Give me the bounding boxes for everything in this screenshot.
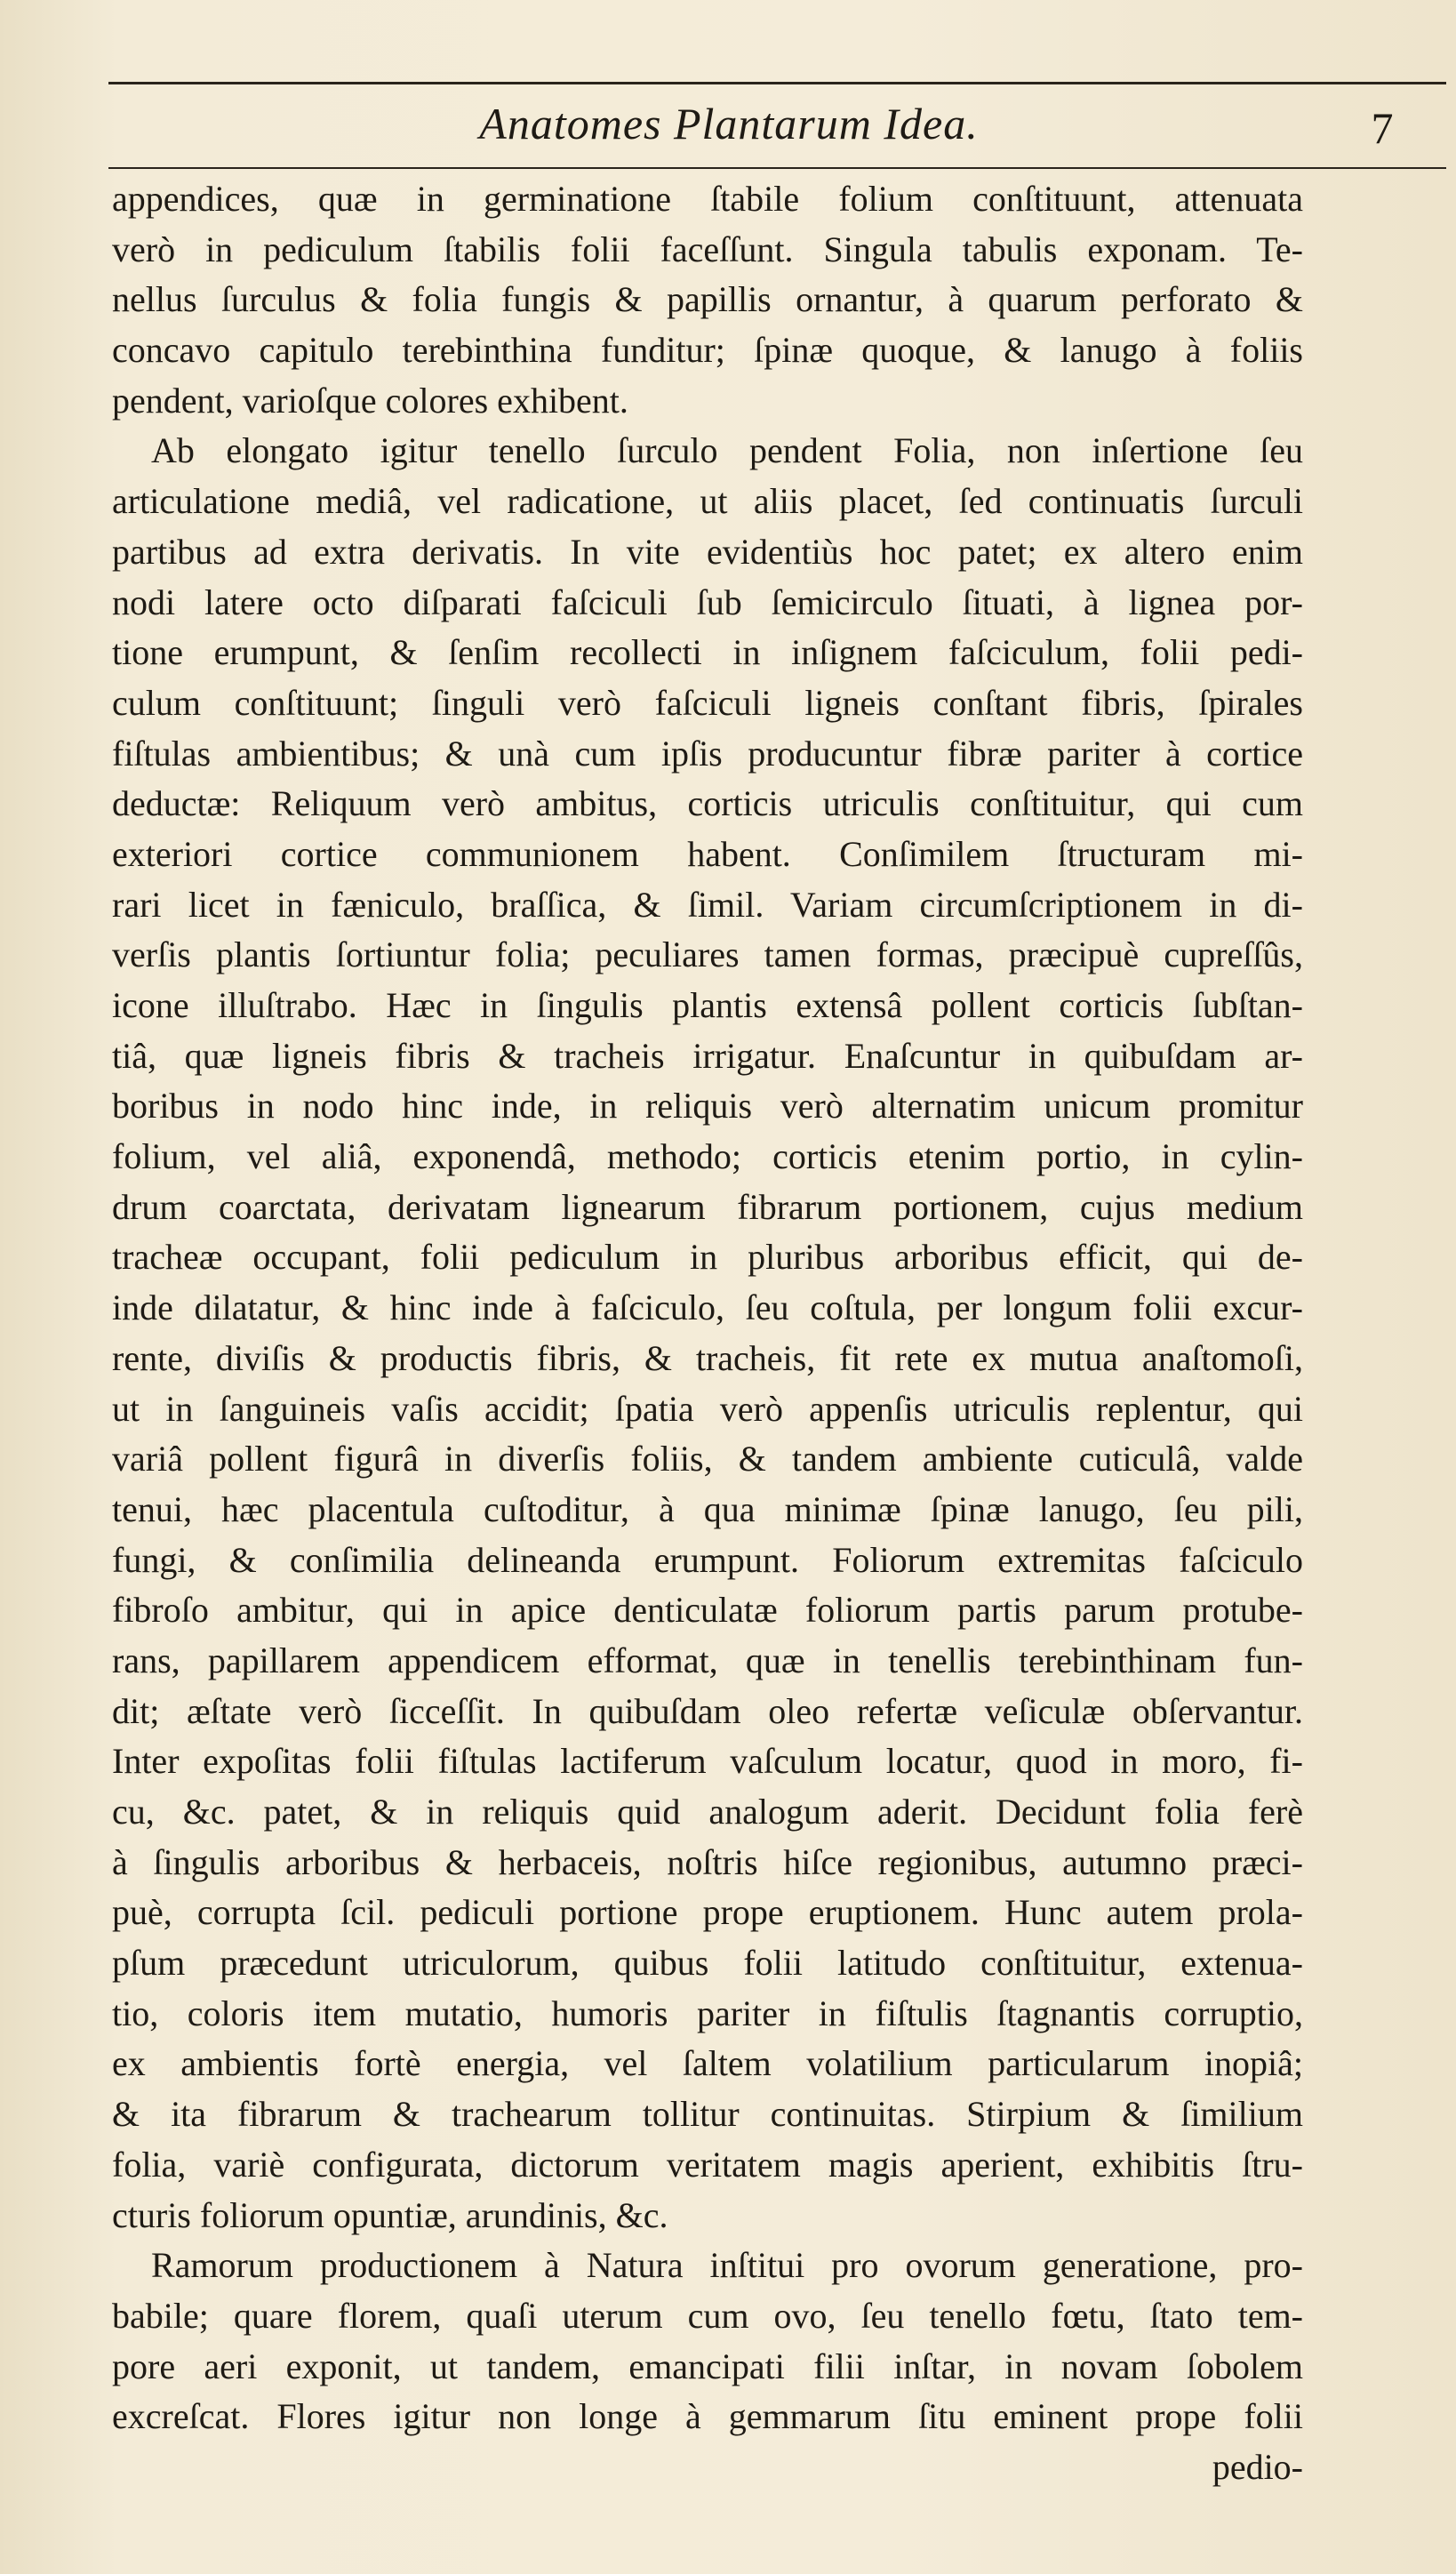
- text-line: tio, coloris item mutatio, humoris pariter in fiſtulis ſtagnantis corruptio,: [112, 1993, 1303, 2033]
- running-title: Anatomes Plantarum Idea.: [479, 99, 979, 148]
- text-line: rans, papillarem appendicem efformat, quæ in tenellis terebinthinam fun-: [112, 1640, 1303, 1680]
- text-line: variâ pollent figurâ in diverſis foliis, & tandem ambiente cuticulâ, valde: [112, 1439, 1303, 1479]
- text-line: exteriori cortice communionem habent. Conſimilem ſtructuram mi-: [112, 833, 1303, 874]
- text-line: ex ambientis fortè energia, vel ſaltem volatilium particularum inopiâ;: [112, 2043, 1303, 2084]
- paragraph-start-line: Ab elongato igitur tenello ſurculo pendent Folia, non inſertione ſeu: [151, 430, 1303, 471]
- text-line: drum coarctata, derivatam lignearum fibrarum portionem, cujus medium: [112, 1186, 1303, 1227]
- text-line: folia, variè configurata, dictorum veritatem magis aperient, exhibitis ſtru-: [112, 2144, 1303, 2185]
- text-line: tione erumpunt, & ſenſim recollecti in inſignem faſciculum, folii pedi-: [112, 632, 1303, 673]
- page-number: 7: [1371, 103, 1394, 153]
- text-line: dit; æſtate verò ſicceſſit. In quibuſdam oleo refertæ veſiculæ obſervantur.: [112, 1690, 1303, 1731]
- text-line: à ſingulis arboribus & herbaceis, noſtris hiſce regionibus, autumno præci-: [112, 1841, 1303, 1882]
- text-line: culum conſtituunt; ſinguli verò faſciculi ligneis conſtant fibris, ſpirales: [112, 682, 1303, 723]
- text-line: tiâ, quæ ligneis fibris & tracheis irrigatur. Enaſcuntur in quibuſdam ar-: [112, 1035, 1303, 1076]
- text-line: fungi, & conſimilia delineanda erumpunt. Foliorum extremitas faſciculo: [112, 1539, 1303, 1580]
- text-line: cu, &c. patet, & in reliquis quid analogum aderit. Decidunt folia ferè: [112, 1792, 1303, 1832]
- text-line: nellus ſurculus & folia fungis & papillis ornantur, à quarum perforato &: [112, 279, 1303, 320]
- text-line: excreſcat. Flores igitur non longe à gemmarum ſitu eminent prope folii: [112, 2396, 1303, 2437]
- text-line: verſis plantis ſortiuntur folia; peculiares tamen formas, præcipuè cupreſſûs,: [112, 934, 1303, 975]
- text-line: rari licet in fæniculo, braſſica, & ſimil. Variam circumſcriptionem in di-: [112, 884, 1303, 925]
- text-line: rente, diviſis & productis fibris, & tracheis, fit rete ex mutua anaſtomoſi,: [112, 1337, 1303, 1378]
- text-line: Inter expoſitas folii fiſtulas lactiferum vaſculum locatur, quod in moro, fi-: [112, 1741, 1303, 1782]
- text-line: pendent, varioſque colores exhibent.: [112, 380, 628, 421]
- header-top-rule: [108, 82, 1446, 84]
- text-line: inde dilatatur, & hinc inde à faſciculo, ſeu coſtula, per longum folii excur-: [112, 1287, 1303, 1328]
- text-line: tracheæ occupant, folii pediculum in pluribus arboribus efficit, qui de-: [112, 1237, 1303, 1278]
- header-bottom-rule: [108, 167, 1446, 169]
- text-line: fiſtulas ambientibus; & unà cum ipſis producuntur fibræ pariter à cortice: [112, 733, 1303, 774]
- text-line: pſum præcedunt utriculorum, quibus folii latitudo conſtituitur, extenua-: [112, 1943, 1303, 1984]
- text-line: puè, corrupta ſcil. pediculi portione prope eruptionem. Hunc autem prola-: [112, 1892, 1303, 1933]
- catchword: pedio-: [1212, 2446, 1303, 2487]
- text-line: boribus in nodo hinc inde, in reliquis verò alternatim unicum promitur: [112, 1086, 1303, 1127]
- text-line: verò in pediculum ſtabilis folii faceſſunt. Singula tabulis exponam. Te-: [112, 229, 1303, 269]
- text-line: babile; quare florem, quaſi uterum cum ovo, ſeu tenello fœtu, ſtato tem-: [112, 2295, 1303, 2336]
- text-line: icone illuſtrabo. Hæc in ſingulis plantis extensâ pollent corticis ſubſtan-: [112, 985, 1303, 1025]
- text-line: pore aeri exponit, ut tandem, emancipati filii inſtar, in novam ſobolem: [112, 2345, 1303, 2386]
- text-line: appendices, quæ in germinatione ſtabile folium conſtituunt, attenuata: [112, 179, 1303, 219]
- text-line: articulatione mediâ, vel radicatione, ut aliis placet, ſed continuatis ſurculi: [112, 481, 1303, 522]
- text-line: & ita fibrarum & trachearum tollitur continuitas. Stirpium & ſimilium: [112, 2094, 1303, 2135]
- text-line: deductæ: Reliquum verò ambitus, corticis utriculis conſtituitur, qui cum: [112, 783, 1303, 824]
- text-line: ut in ſanguineis vaſis accidit; ſpatia verò appenſis utriculis replentur, qui: [112, 1388, 1303, 1429]
- text-line: cturis foliorum opuntiæ, arundinis, &c.: [112, 2194, 668, 2235]
- text-line: partibus ad extra derivatis. In vite evidentiùs hoc patet; ex altero enim: [112, 531, 1303, 572]
- body-text: [112, 174, 1303, 2493]
- text-line: concavo capitulo terebinthina funditur; ſpinæ quoque, & lanugo à foliis: [112, 330, 1303, 371]
- paragraph-start-line: Ramorum productionem à Natura inſtitui pro ovorum generatione, pro-: [151, 2245, 1303, 2286]
- text-line: folium, vel aliâ, exponendâ, methodo; corticis etenim portio, in cylin-: [112, 1136, 1303, 1177]
- text-line: fibroſo ambitur, qui in apice denticulatæ foliorum partis parum protube-: [112, 1590, 1303, 1631]
- text-line: tenui, hæc placentula cuſtoditur, à qua minimæ ſpinæ lanugo, ſeu pili,: [112, 1488, 1303, 1529]
- text-line: nodi latere octo diſparati faſciculi ſub ſemicirculo ſituati, à lignea por-: [112, 581, 1303, 622]
